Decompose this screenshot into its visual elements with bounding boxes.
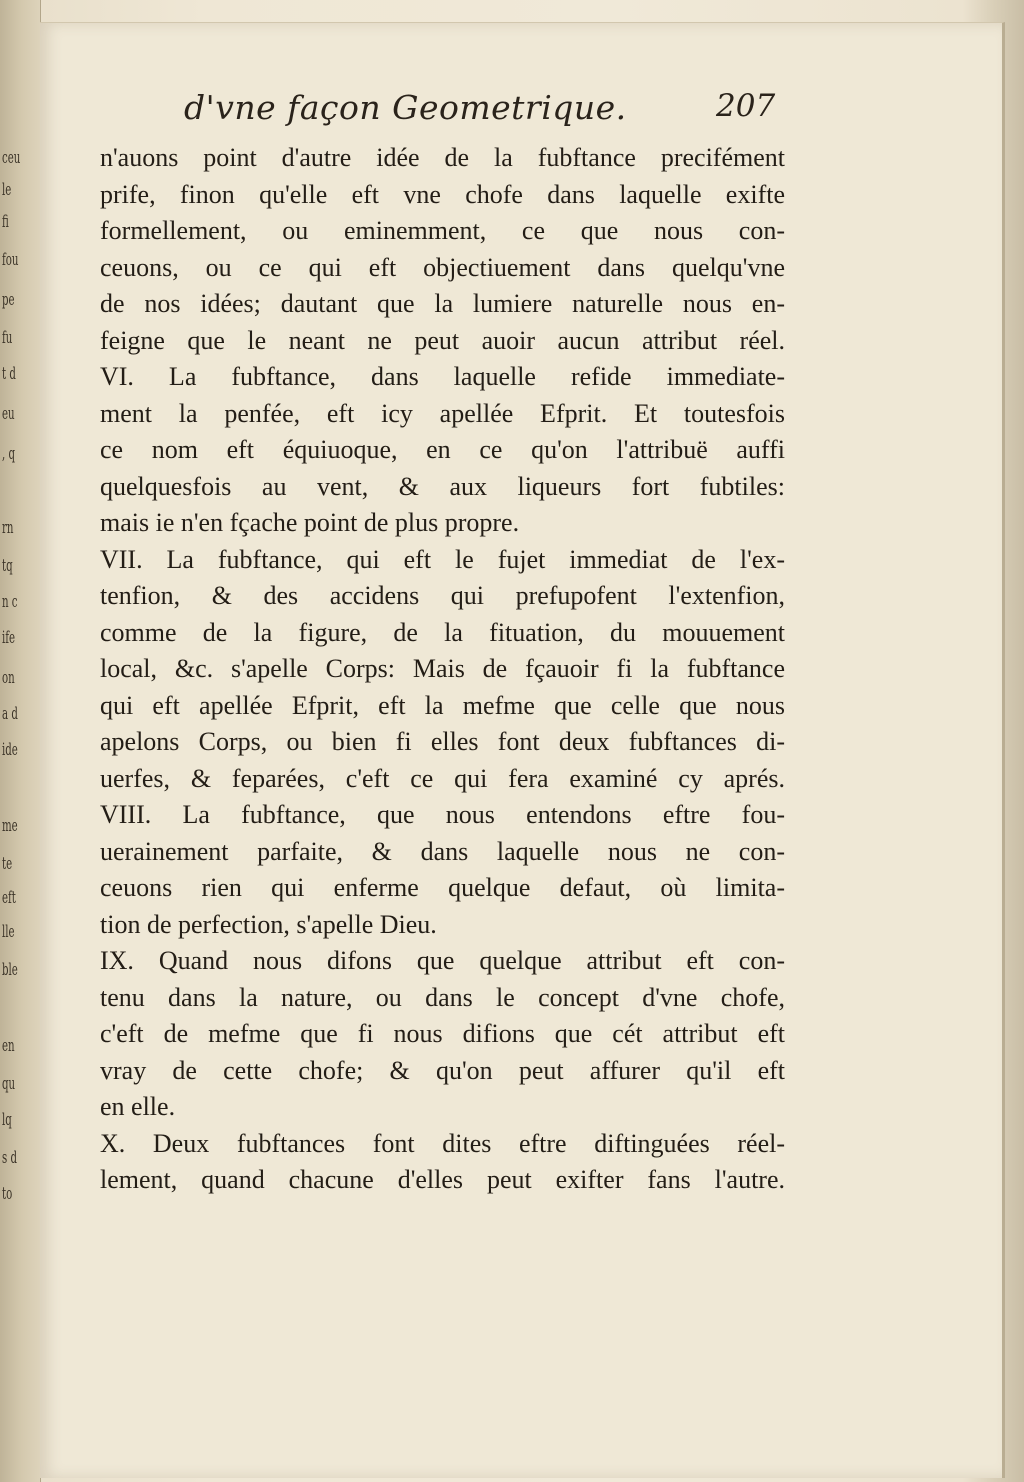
text-line: uerainement parfaite, & dans laquelle nous ne con-	[100, 836, 785, 866]
page-number: 207	[716, 88, 776, 124]
previous-page-fragment: fou	[2, 250, 19, 270]
previous-page-fragment: rn	[2, 518, 14, 538]
running-header	[0, 88, 1024, 128]
previous-page-fragment: to	[2, 1184, 13, 1204]
previous-page-fragment: lle	[2, 922, 15, 942]
previous-page-fragment: ble	[2, 960, 18, 980]
text-line: uerfes, & feparées, c'eft ce qui fera examiné cy aprés.	[100, 763, 785, 793]
previous-page-fragment: eu	[2, 404, 15, 424]
text-line: ceuons, ou ce qui eft objectiuement dans quelqu'vne	[100, 252, 785, 282]
previous-page-fragment: te	[2, 854, 13, 874]
previous-page-fragment: en	[2, 1036, 15, 1056]
text-line: c'eft de mefme que fi nous difions que cét attribut eft	[100, 1019, 785, 1048]
previous-page-fragment: n c	[2, 592, 18, 612]
text-line: ce nom eft équiuoque, en ce qu'on l'attribuë auffi	[100, 435, 785, 464]
text-line: en elle.	[100, 1092, 176, 1121]
text-line: comme de la figure, de la fituation, du mouuement	[100, 617, 785, 647]
running-title: d'vne façon Geometrique.	[184, 88, 627, 127]
text-line: local, &c. s'apelle Corps: Mais de fçauoir fi la fubftance	[100, 654, 785, 683]
text-line: tenfion, & des accidens qui prefupofent l'extenfion,	[100, 581, 785, 610]
text-line: prife, finon qu'elle eft vne chofe dans laquelle exifte	[100, 179, 785, 209]
text-line: formellement, ou eminemment, ce que nous con-	[100, 216, 785, 245]
text-line: VIII. La fubftance, que nous entendons eftre fou-	[100, 800, 785, 829]
previous-page-fragment: le	[2, 180, 12, 200]
body-text	[100, 140, 785, 1199]
previous-page-fragment: a d	[2, 704, 18, 724]
text-line: mais ie n'en fçache point de plus propre.	[100, 508, 520, 537]
text-line: tenu dans la nature, ou dans le concept d'vne chofe,	[100, 982, 785, 1012]
text-line: X. Deux fubftances font dites eftre diftinguées réel-	[100, 1128, 785, 1158]
text-line: apelons Corps, ou bien fi elles font deux fubftances di-	[100, 727, 785, 756]
previous-page-fragment: , q	[2, 444, 16, 464]
text-line: feigne que le neant ne peut auoir aucun attribut réel.	[100, 325, 785, 355]
previous-page-fragment: pe	[2, 290, 15, 310]
previous-page-fragment: on	[2, 668, 15, 688]
previous-page-fragment: eft	[2, 888, 16, 908]
text-line: ment la penfée, eft icy apellée Efprit. Et toutesfois	[100, 398, 785, 428]
previous-page-fragment: ceu	[2, 148, 21, 168]
text-line: VI. La fubftance, dans laquelle refide immediate-	[100, 362, 785, 391]
previous-page-fragment: me	[2, 816, 18, 836]
text-line: lement, quand chacune d'elles peut exifter fans l'autre.	[100, 1165, 785, 1194]
previous-page-edge	[0, 0, 41, 1482]
text-line: tion de perfection, s'apelle Dieu.	[100, 909, 437, 939]
previous-page-fragment: qu	[2, 1074, 16, 1094]
previous-page-fragment: tq	[2, 556, 13, 576]
text-line: ceuons rien qui enferme quelque defaut, où limita-	[100, 873, 785, 902]
text-line: n'auons point d'autre idée de la fubftance precifément	[100, 143, 785, 172]
text-line: vray de cette chofe; & qu'on peut affurer qu'il eft	[100, 1055, 785, 1085]
previous-page-fragment: ide	[2, 740, 18, 760]
previous-page-fragment: t d	[2, 364, 16, 384]
previous-page-fragment: fi	[2, 212, 9, 232]
text-line: quelquesfois au vent, & aux liqueurs fort fubtiles:	[100, 471, 785, 501]
text-line: qui eft apellée Efprit, eft la mefme que celle que nous	[100, 690, 785, 720]
text-line: IX. Quand nous difons que quelque attribut eft con-	[100, 946, 785, 975]
text-line: de nos idées; dautant que la lumiere naturelle nous en-	[100, 289, 785, 318]
previous-page-fragment: ife	[2, 628, 16, 648]
text-line: VII. La fubftance, qui eft le fujet immediat de l'ex-	[100, 544, 785, 574]
previous-page-fragment: fu	[2, 328, 13, 348]
previous-page-fragment: s d	[2, 1148, 18, 1168]
previous-page-fragment: lq	[2, 1110, 12, 1130]
